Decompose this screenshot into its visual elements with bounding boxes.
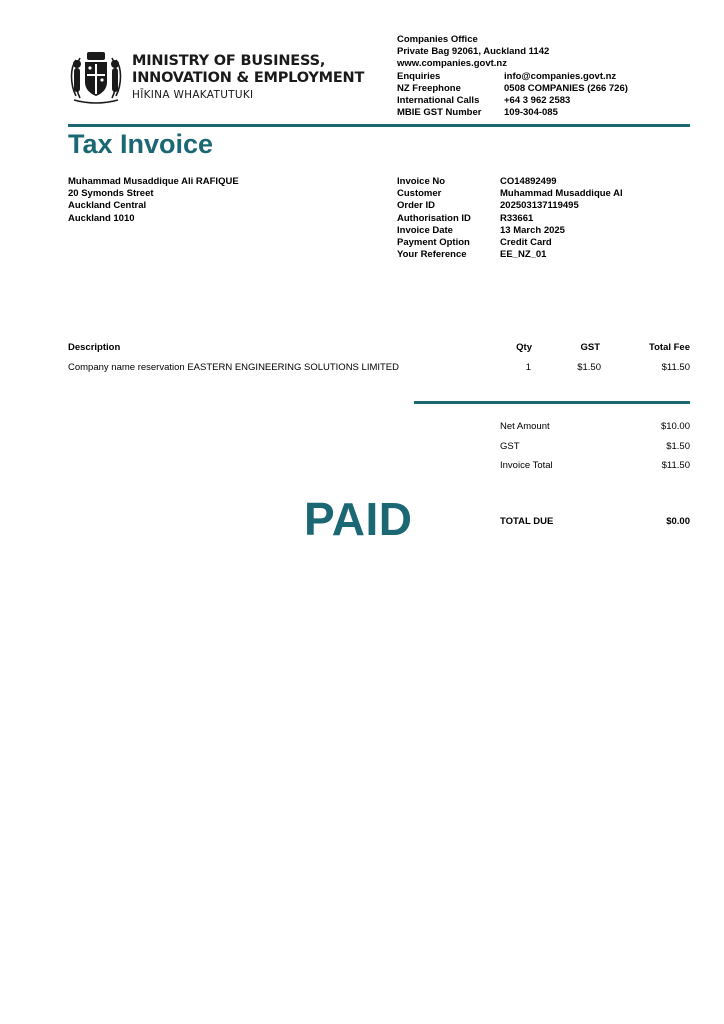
total-due-label: TOTAL DUE (500, 516, 554, 527)
header-divider (68, 124, 690, 127)
contact-value: 109-304-085 (504, 107, 558, 119)
invoice-date: 13 March 2025 (500, 224, 565, 236)
summary-divider (414, 401, 690, 404)
customer-address (68, 176, 239, 225)
mbie-logo (68, 50, 368, 106)
logo-text-maori: HĪKINA WHAKATUTUKI (132, 89, 254, 101)
item-gst: $1.50 (577, 362, 601, 373)
invoice-total-value: $11.50 (661, 460, 690, 471)
office-contact-row (397, 95, 628, 107)
your-reference: EE_NZ_01 (500, 249, 547, 261)
detail-row (397, 213, 623, 225)
authorisation-id: R33661 (500, 212, 534, 224)
column-header-total-fee: Total Fee (649, 342, 690, 353)
column-header-qty: Qty (516, 342, 532, 353)
contact-label: International Calls (397, 95, 480, 107)
detail-label: Customer (397, 188, 442, 200)
detail-row (397, 225, 623, 237)
detail-row (397, 176, 623, 188)
office-contact-row (397, 83, 628, 95)
logo-text-innovation: INNOVATION & EMPLOYMENT (132, 70, 365, 86)
detail-row (397, 237, 623, 249)
gst-label: GST (500, 441, 520, 452)
detail-label: Authorisation ID (397, 212, 471, 224)
detail-label: Order ID (397, 200, 436, 212)
contact-label: NZ Freephone (397, 82, 461, 94)
office-contact-row (397, 107, 628, 119)
invoice-details (397, 176, 623, 261)
detail-row (397, 200, 623, 212)
detail-row (397, 188, 623, 200)
net-amount-label: Net Amount (500, 421, 550, 432)
contact-email-link[interactable]: info@companies.govt.nz (504, 70, 617, 82)
order-id: 202503137119495 (500, 200, 579, 212)
office-name: Companies Office (397, 34, 478, 45)
detail-label: Invoice Date (397, 224, 453, 236)
payment-option: Credit Card (500, 237, 552, 249)
invoice-number: CO14892499 (500, 176, 557, 187)
item-qty: 1 (525, 362, 531, 373)
net-amount-value: $10.00 (660, 421, 690, 432)
gst-value: $1.50 (666, 441, 690, 452)
customer-value: Muhammad Musaddique Al (500, 188, 623, 200)
detail-label: Your Reference (397, 249, 467, 261)
office-address: Private Bag 92061, Auckland 1142 (397, 46, 550, 58)
contact-value: +64 3 962 2583 (504, 95, 571, 107)
office-contact-row (397, 71, 628, 83)
contact-value: 0508 COMPANIES (266 726) (504, 82, 628, 94)
detail-row (397, 249, 623, 261)
page-title: Tax Invoice (68, 129, 214, 159)
contact-label: Enquiries (397, 70, 441, 82)
total-due-value: $0.00 (666, 516, 690, 527)
detail-label: Payment Option (397, 237, 470, 249)
address-line: 20 Symonds Street (68, 188, 154, 200)
office-website-link[interactable]: www.companies.govt.nz (397, 58, 507, 70)
address-line: Auckland Central (68, 200, 147, 212)
column-header-gst: GST (580, 342, 600, 353)
logo-text-ministry: MINISTRY OF BUSINESS, (132, 53, 326, 69)
contact-label: MBIE GST Number (397, 107, 482, 119)
address-line: Auckland 1010 (68, 212, 135, 224)
paid-stamp: PAID (304, 493, 413, 545)
item-total-fee: $11.50 (661, 362, 690, 373)
office-contact-block (397, 34, 628, 119)
coat-of-arms-icon (68, 50, 124, 104)
column-header-description: Description (68, 342, 121, 353)
item-description: Company name reservation EASTERN ENGINEERING SOLUTIONS LIMITED (68, 362, 400, 373)
customer-name: Muhammad Musaddique Ali RAFIQUE (68, 176, 239, 187)
detail-label: Invoice No (397, 176, 446, 187)
invoice-total-label: Invoice Total (500, 460, 553, 471)
